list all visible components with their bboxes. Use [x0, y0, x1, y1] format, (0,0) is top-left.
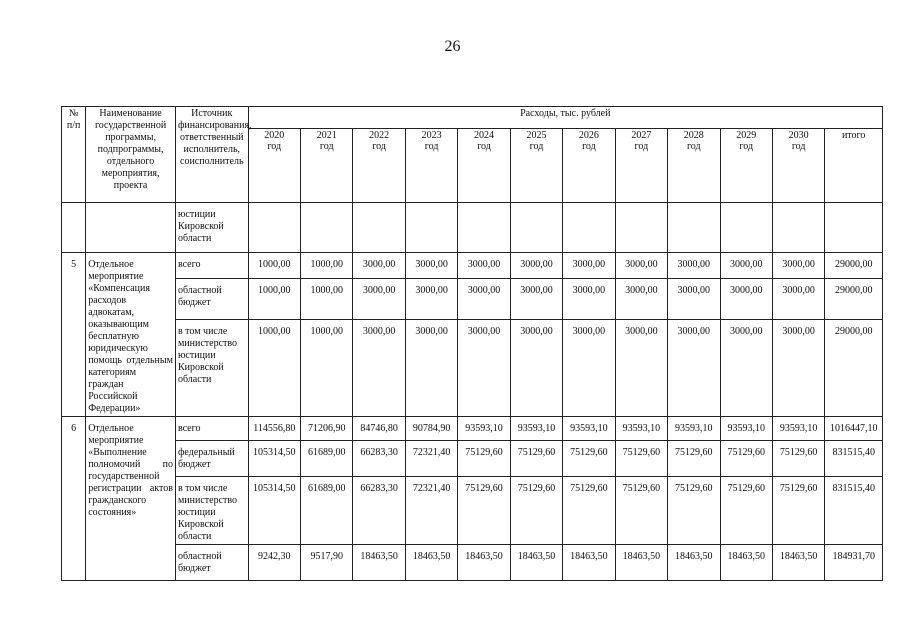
- table-row: [62, 441, 883, 477]
- amount-value: 3000,00: [720, 319, 772, 416]
- amount-value: 18463,50: [668, 545, 720, 581]
- amount-value: 18463,50: [772, 545, 824, 581]
- amount-value: 18463,50: [563, 545, 615, 581]
- amount-value: 75129,60: [458, 441, 510, 477]
- amount-value: 93593,10: [772, 417, 824, 441]
- amount-value: 3000,00: [772, 253, 824, 279]
- year-header-2020: 2020 год: [248, 129, 300, 203]
- amount-value: 3000,00: [353, 319, 405, 416]
- continuation-source: юстиции Кировской области: [175, 203, 248, 253]
- amount-value: 3000,00: [510, 253, 562, 279]
- amount-value: 3000,00: [615, 278, 667, 319]
- table-row: [62, 319, 883, 416]
- year-header-2023: 2023 год: [405, 129, 457, 203]
- amount-value: 18463,50: [615, 545, 667, 581]
- amount-value: 3000,00: [668, 253, 720, 279]
- amount-value: 3000,00: [668, 319, 720, 416]
- funding-source: всего: [175, 417, 248, 441]
- amount-value: 3000,00: [563, 278, 615, 319]
- amount-value: 90784,90: [405, 417, 457, 441]
- amount-value: 3000,00: [615, 253, 667, 279]
- year-header-2021: 2021 год: [301, 129, 353, 203]
- amount-value: 3000,00: [563, 319, 615, 416]
- funding-source: федеральный бюджет: [175, 441, 248, 477]
- amount-value: 72321,40: [405, 477, 457, 545]
- year-header-2029: 2029 год: [720, 129, 772, 203]
- amount-value: 1000,00: [301, 319, 353, 416]
- amount-value: 3000,00: [405, 253, 457, 279]
- amount-value: 3000,00: [458, 253, 510, 279]
- amount-value: 18463,50: [405, 545, 457, 581]
- amount-value: 18463,50: [458, 545, 510, 581]
- amount-value: 61689,00: [301, 477, 353, 545]
- funding-source: областной бюджет: [175, 278, 248, 319]
- total-value: 29000,00: [825, 319, 883, 416]
- total-value: 29000,00: [825, 278, 883, 319]
- amount-value: 3000,00: [458, 319, 510, 416]
- amount-value: 71206,90: [301, 417, 353, 441]
- amount-value: 75129,60: [772, 441, 824, 477]
- header-row: [62, 107, 883, 129]
- amount-value: 75129,60: [615, 441, 667, 477]
- amount-value: 75129,60: [772, 477, 824, 545]
- amount-value: 75129,60: [563, 477, 615, 545]
- amount-value: 93593,10: [510, 417, 562, 441]
- amount-value: 75129,60: [615, 477, 667, 545]
- amount-value: 84746,80: [353, 417, 405, 441]
- table-row: [62, 417, 883, 441]
- row-number: 6: [62, 417, 86, 581]
- amount-value: 75129,60: [510, 477, 562, 545]
- amount-value: 3000,00: [563, 253, 615, 279]
- funding-source: областной бюджет: [175, 545, 248, 581]
- amount-value: 3000,00: [668, 278, 720, 319]
- amount-value: 3000,00: [353, 253, 405, 279]
- expenses-table: [61, 106, 883, 581]
- amount-value: 72321,40: [405, 441, 457, 477]
- header-source: Источник финансирования, ответственный исполнитель, соисполнитель: [175, 107, 248, 203]
- amount-value: 9517,90: [301, 545, 353, 581]
- amount-value: 93593,10: [668, 417, 720, 441]
- amount-value: 3000,00: [405, 278, 457, 319]
- year-header-2030: 2030 год: [772, 129, 824, 203]
- event-name: Отдельное мероприятие «Компенсация расходов адвокатам, оказывающим бесплатную юридическую помощь отдельным категориям граждан Российской Федерации»: [86, 253, 176, 417]
- amount-value: 3000,00: [458, 278, 510, 319]
- table-row: [62, 477, 883, 545]
- amount-value: 1000,00: [248, 253, 300, 279]
- year-header-2024: 2024 год: [458, 129, 510, 203]
- header-name: Наименование государственной программы, подпрограммы, отдельного мероприятия, проекта: [86, 107, 176, 203]
- amount-value: 75129,60: [720, 441, 772, 477]
- continuation-num-cell: [62, 203, 86, 253]
- amount-value: 93593,10: [458, 417, 510, 441]
- amount-value: 1000,00: [301, 253, 353, 279]
- row-number: 5: [62, 253, 86, 417]
- amount-value: 18463,50: [510, 545, 562, 581]
- header-num: № п/п: [62, 107, 86, 203]
- amount-value: 75129,60: [668, 441, 720, 477]
- amount-value: 93593,10: [720, 417, 772, 441]
- header-expenses: Расходы, тыс. рублей: [248, 107, 882, 129]
- amount-value: 75129,60: [668, 477, 720, 545]
- page-number: 26: [444, 38, 461, 55]
- amount-value: 93593,10: [615, 417, 667, 441]
- year-header-2025: 2025 год: [510, 129, 562, 203]
- amount-value: 3000,00: [510, 319, 562, 416]
- total-value: 29000,00: [825, 253, 883, 279]
- amount-value: 3000,00: [772, 278, 824, 319]
- amount-value: 105314,50: [248, 477, 300, 545]
- amount-value: 3000,00: [772, 319, 824, 416]
- table-row: [62, 253, 883, 279]
- continuation-row: [62, 203, 883, 253]
- amount-value: 3000,00: [353, 278, 405, 319]
- amount-value: 3000,00: [615, 319, 667, 416]
- amount-value: 3000,00: [720, 253, 772, 279]
- continuation-name-cell: [86, 203, 176, 253]
- amount-value: 18463,50: [720, 545, 772, 581]
- amount-value: 9242,30: [248, 545, 300, 581]
- amount-value: 66283,30: [353, 441, 405, 477]
- amount-value: 75129,60: [510, 441, 562, 477]
- total-value: 831515,40: [825, 441, 883, 477]
- amount-value: 114556,80: [248, 417, 300, 441]
- total-value: 831515,40: [825, 477, 883, 545]
- year-header-2027: 2027 год: [615, 129, 667, 203]
- amount-value: 61689,00: [301, 441, 353, 477]
- year-header-2026: 2026 год: [563, 129, 615, 203]
- total-value: 1016447,10: [825, 417, 883, 441]
- table-row: [62, 545, 883, 581]
- amount-value: 75129,60: [563, 441, 615, 477]
- year-header-2028: 2028 год: [668, 129, 720, 203]
- funding-source: в том числе министерство юстиции Кировской области: [175, 477, 248, 545]
- amount-value: 3000,00: [405, 319, 457, 416]
- amount-value: 93593,10: [563, 417, 615, 441]
- amount-value: 3000,00: [510, 278, 562, 319]
- amount-value: 18463,50: [353, 545, 405, 581]
- amount-value: 75129,60: [720, 477, 772, 545]
- funding-source: в том числе министерство юстиции Кировской области: [175, 319, 248, 416]
- amount-value: 105314,50: [248, 441, 300, 477]
- total-value: 184931,70: [825, 545, 883, 581]
- amount-value: 1000,00: [301, 278, 353, 319]
- amount-value: 1000,00: [248, 278, 300, 319]
- table-row: [62, 278, 883, 319]
- amount-value: 75129,60: [458, 477, 510, 545]
- event-name: Отдельное мероприятие «Выполнение полномочий по государственной регистрации актов гражданского состояния»: [86, 417, 176, 581]
- year-header-2022: 2022 год: [353, 129, 405, 203]
- total-header: итого: [825, 129, 883, 203]
- amount-value: 66283,30: [353, 477, 405, 545]
- amount-value: 1000,00: [248, 319, 300, 416]
- amount-value: 3000,00: [720, 278, 772, 319]
- funding-source: всего: [175, 253, 248, 279]
